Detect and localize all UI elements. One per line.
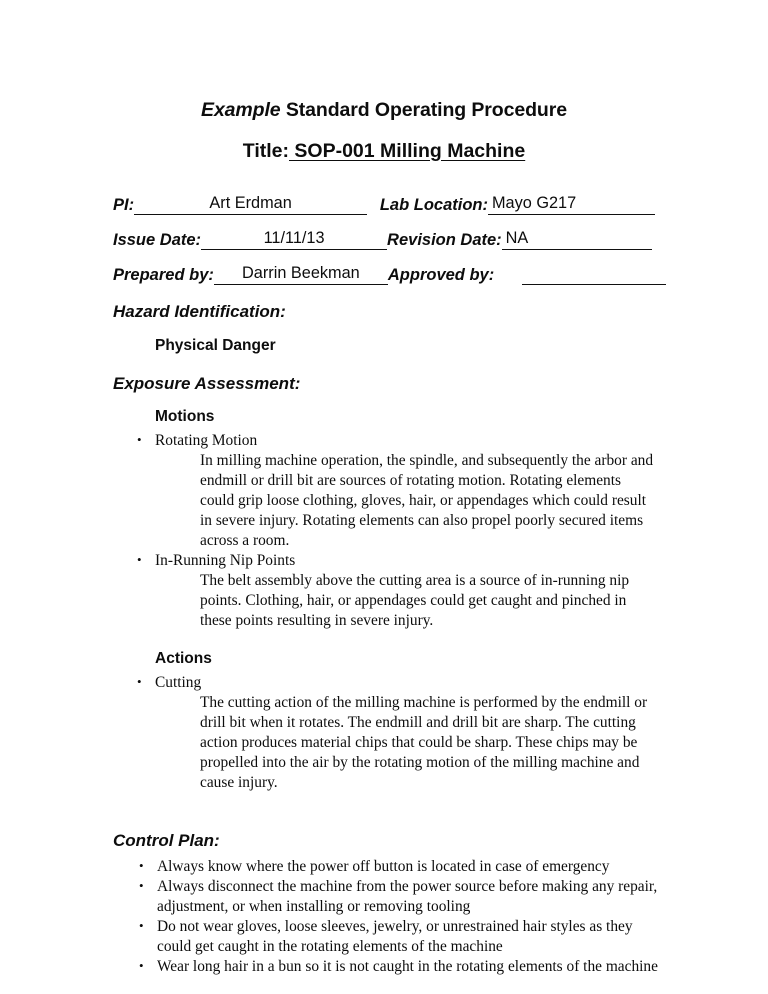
- control-plan-list: [0, 857, 768, 977]
- field-issue-date: [113, 229, 387, 250]
- hazard-list-actions: [0, 673, 768, 793]
- bullet-icon: •: [137, 551, 142, 567]
- document-subtitle-value: SOP-001 Milling Machine: [289, 139, 526, 162]
- field-lab-location-label: Lab Location:: [379, 195, 488, 214]
- control-plan-text: Always know where the power off button is located in case of emergency: [157, 857, 610, 875]
- field-prepared-by-label: Prepared by:: [113, 265, 214, 284]
- field-lab-location-value[interactable]: Mayo G217: [488, 194, 655, 215]
- field-revision-date-label: Revision Date:: [387, 230, 502, 249]
- bullet-icon: •: [137, 432, 142, 447]
- hazard-description: The belt assembly above the cutting area is a source of in-running nip points. Clothing, hair, or appendages could get caught and pinched in these points resulting in severe injury.: [200, 571, 630, 629]
- list-item: [0, 673, 768, 693]
- bullet-icon: •: [139, 917, 144, 933]
- bullet-icon: •: [137, 674, 142, 690]
- hazard-name: Rotating Motion: [155, 432, 258, 449]
- document-subtitle: [0, 139, 768, 162]
- hazard-name: In-Running Nip Points: [155, 551, 296, 569]
- subheading-motions: Motions: [155, 407, 215, 425]
- hazard-name: Cutting: [155, 674, 202, 692]
- hazard-description: In milling machine operation, the spindle, and subsequently the arbor and endmill or drill bit are sources of rotating motion. Rotating elements could grip loose clothing, gloves, hair, or appendages which could result in severe injury. Rotating elements can also propel poorly secured items across a room.: [200, 452, 654, 549]
- field-pi-label: PI:: [113, 195, 135, 214]
- field-prepared-by: [113, 264, 388, 285]
- list-item: [0, 957, 768, 977]
- section-heading-exposure-assessment: Exposure Assessment:: [113, 373, 301, 393]
- form-row-prepared-by: [113, 250, 655, 285]
- form-fields: [0, 180, 768, 285]
- form-row-pi: [113, 180, 655, 215]
- list-item: [0, 857, 768, 877]
- section-heading-hazard-identification: Hazard Identification:: [113, 302, 286, 321]
- bullet-icon: •: [139, 957, 144, 973]
- field-issue-date-value[interactable]: 11/11/13: [201, 229, 387, 250]
- form-row-issue-date: [113, 215, 655, 250]
- field-pi: [113, 194, 380, 215]
- list-item: [0, 431, 768, 451]
- list-item: [0, 917, 768, 957]
- page-title-emphasis: Example: [201, 99, 281, 121]
- field-revision-date: [387, 229, 655, 250]
- hazard-description: The cutting action of the milling machine is performed by the endmill or drill bit when it rotates. The endmill and drill bit are sharp. The cutting action produces material chips that could be sharp. These chips may be propelled into the air by the rotating motion of the milling machine and cause injury.: [200, 694, 648, 791]
- subheading-actions: Actions: [155, 649, 212, 667]
- section-heading-control-plan: Control Plan:: [113, 830, 220, 850]
- field-issue-date-label: Issue Date:: [113, 230, 202, 249]
- subheading-physical-danger: Physical Danger: [155, 337, 276, 354]
- bullet-icon: •: [139, 877, 144, 893]
- field-approved-by: [388, 264, 666, 285]
- hazard-list-motions: [0, 431, 768, 631]
- control-plan-text: Wear long hair in a bun so it is not caught in the rotating elements of the machine: [157, 957, 658, 975]
- list-item: [0, 551, 768, 571]
- page-title-rest: Standard Operating Procedure: [280, 99, 567, 121]
- field-lab-location: [380, 194, 655, 215]
- field-prepared-by-value[interactable]: Darrin Beekman: [214, 264, 388, 285]
- title-block: [0, 0, 768, 161]
- document-subtitle-label: Title:: [242, 139, 289, 162]
- field-approved-by-label: Approved by:: [387, 265, 495, 284]
- control-plan-text: Do not wear gloves, loose sleeves, jewelry, or unrestrained hair styles as they could get caught in the rotating elements of the machine: [157, 917, 633, 955]
- page-title: [0, 101, 768, 121]
- field-pi-value[interactable]: Art Erdman: [134, 194, 367, 215]
- control-plan-text: Always disconnect the machine from the power source before making any repair, adjustment, or when installing or removing tooling: [157, 877, 658, 915]
- bullet-icon: •: [139, 857, 144, 873]
- list-item: [0, 877, 768, 917]
- field-approved-by-value[interactable]: [522, 264, 666, 285]
- field-revision-date-value[interactable]: NA: [502, 229, 652, 250]
